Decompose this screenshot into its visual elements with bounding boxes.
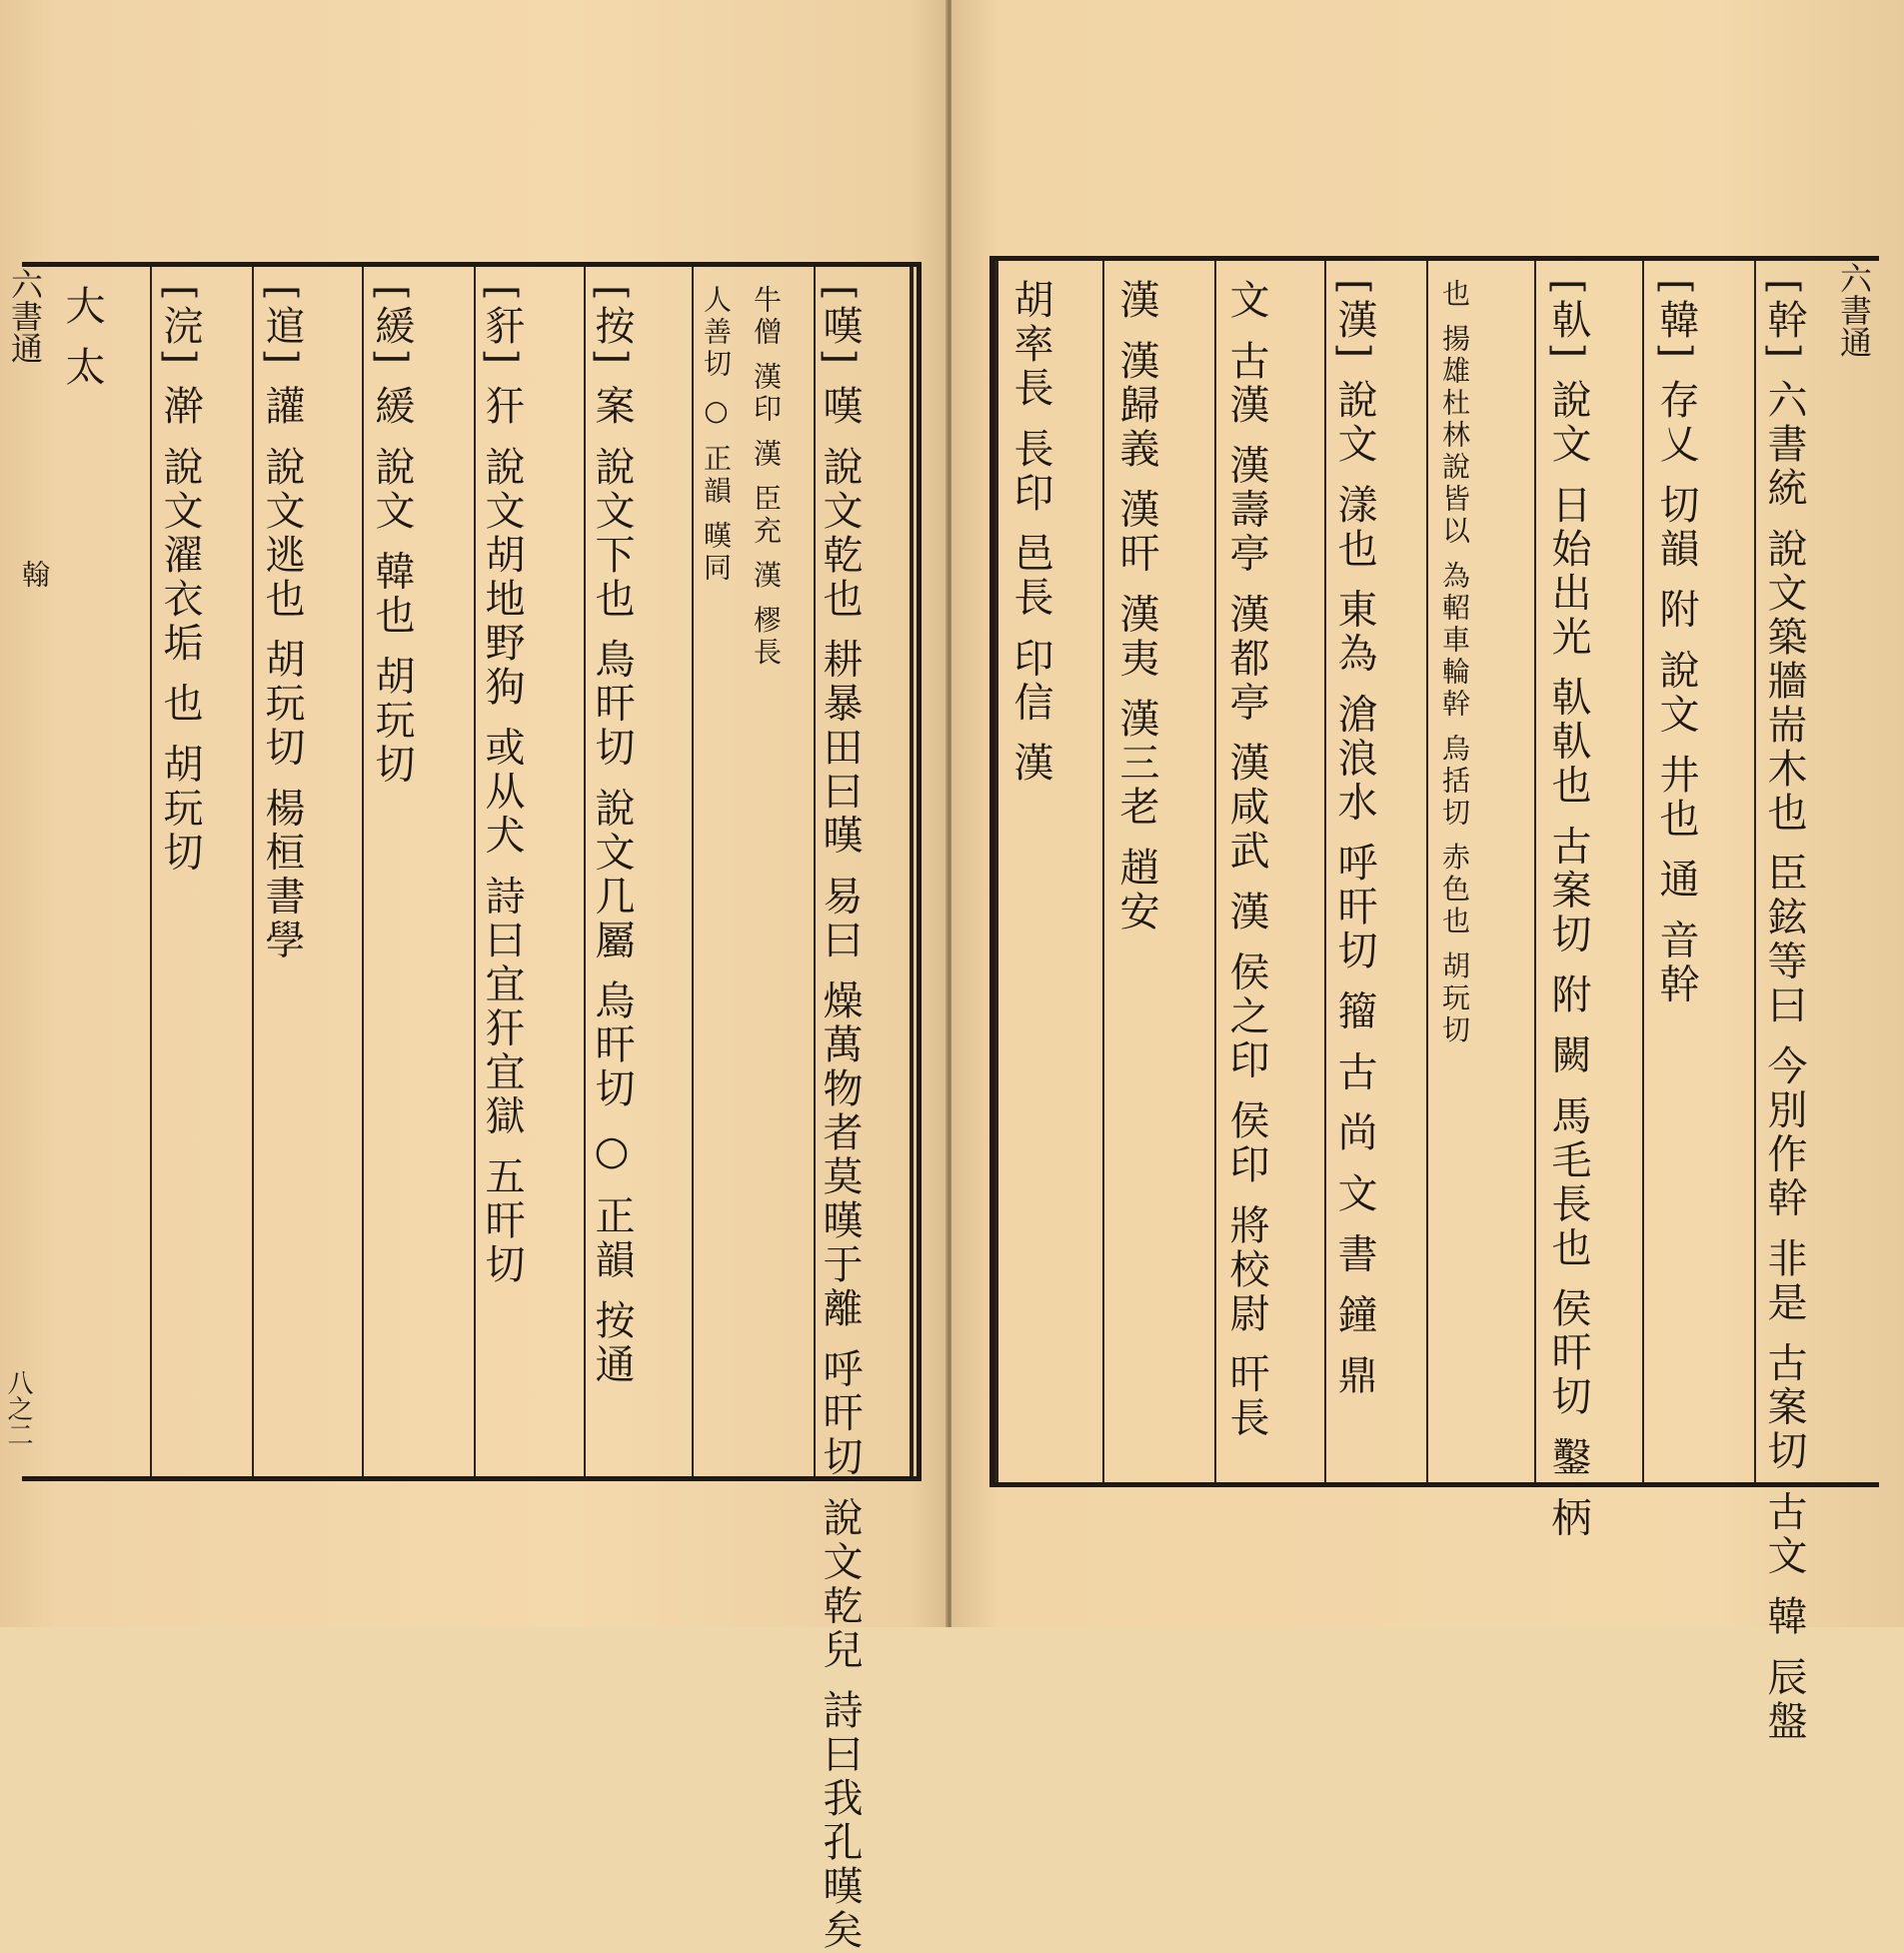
column-4: [按] 案 說文下也 鳥旰切 說文几屬 烏旰切 ○ 正韻 按通 (589, 285, 635, 1387)
column-9: 大 太 (59, 285, 105, 390)
right-page (952, 0, 1904, 1744)
left-margin-heading: 六書通 (6, 268, 44, 364)
column-1: [嘆] 嘆 說文乾也 耕暴田曰暵 易曰 燥萬物者莫暵于離 呼旰切 說文乾兒 詩曰我孔暵矣 (817, 285, 863, 1953)
column-2: [韓] 存乂 切韻 附 說文 井也 通 音幹 (1653, 279, 1699, 1007)
column-5: [漢] 說文 漾也 東為 滄浪水 呼旰切 籀 古 尚 文 書 鐘 鼎 (1331, 279, 1377, 1398)
column-6: [緩] 緩 說文 韓也 胡玩切 (369, 285, 415, 788)
column-4: 也 揚雄杜林說皆以 為軺車輪幹 烏括切 赤色也 胡玩切 (1438, 279, 1471, 1047)
right-margin-heading: 六書通 (1835, 262, 1873, 358)
column-3: [倝] 說文 日始出光 倝倝也 古案切 附 闕 馬毛長也 侯旰切 鑿 柄 (1545, 279, 1591, 1541)
column-5: [豻] 犴 說文胡地野狗 或从犬 詩曰宜犴宜獄 五旰切 (479, 285, 525, 1287)
column-2: 牛僧 漢印 漢 臣充 漢 樛長 (750, 285, 783, 670)
left-page (0, 0, 948, 1953)
column-8: [浣] 澣 說文濯衣垢 也 胡玩切 (157, 285, 203, 876)
column-7: [逭] 讙 說文逃也 胡玩切 楊桓書學 (259, 285, 305, 964)
column-6: 文 古漢 漢壽亭 漢都亭 漢咸武 漢 侯之印 侯印 將校尉 旰長 (1223, 279, 1269, 1441)
right-text-frame (989, 256, 1879, 1744)
column-8: 胡率長 長印 邑長 印信 漢 (1007, 279, 1053, 786)
column-1: [幹] 六書統 說文築牆耑木也 臣鉉等曰 今別作幹 非是 古案切 古文 韓 辰盤 (1761, 279, 1807, 1744)
column-7: 漢 漢歸義 漢旰 漢夷 漢三老 趙安 (1113, 279, 1159, 935)
folio-number: 八之二 (3, 1369, 33, 1447)
column-3: 人善切 ○ 正韻 暵同 (700, 285, 733, 585)
left-margin-section: 翰 (18, 560, 51, 592)
